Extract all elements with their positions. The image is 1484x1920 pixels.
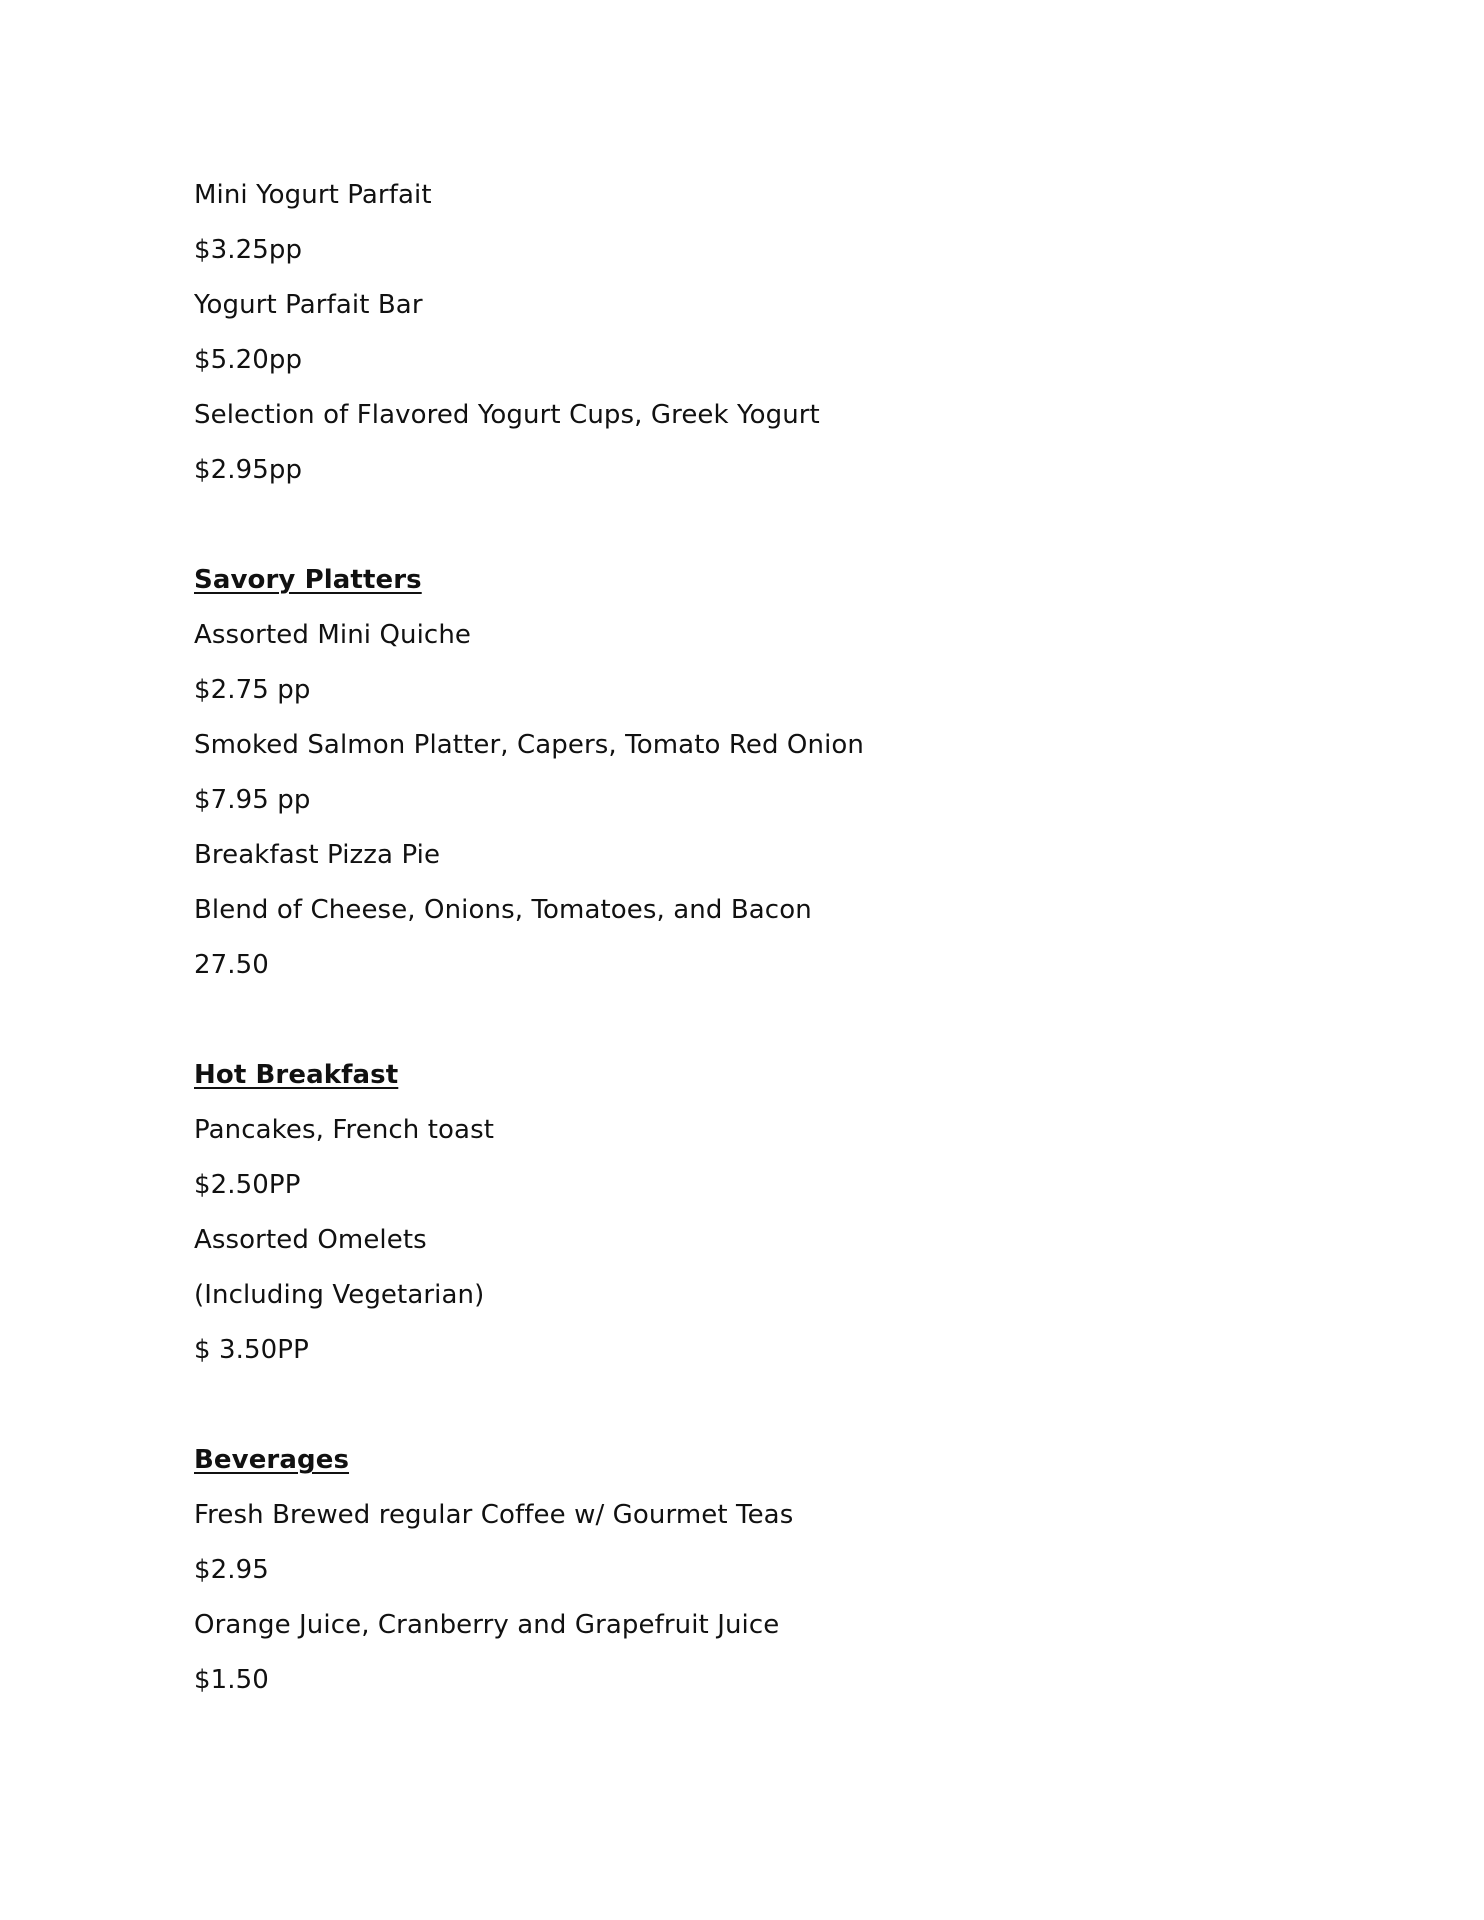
menu-item-name: Smoked Salmon Platter, Capers, Tomato Red Onion <box>194 730 864 760</box>
menu-item-name: Yogurt Parfait Bar <box>194 290 423 320</box>
section-heading: Savory Platters <box>194 565 422 595</box>
section-savory-platters <box>194 553 1294 993</box>
section-heading: Hot Breakfast <box>194 1060 399 1090</box>
menu-item-price: $5.20pp <box>194 345 303 375</box>
menu-item-price: $7.95 pp <box>194 785 311 815</box>
menu-content <box>194 168 1294 1708</box>
section-spacer <box>194 498 1294 553</box>
menu-item-price: $ 3.50PP <box>194 1335 309 1365</box>
menu-item-name: Mini Yogurt Parfait <box>194 180 432 210</box>
section-beverages <box>194 1433 1294 1708</box>
menu-item-name: Selection of Flavored Yogurt Cups, Greek Yogurt <box>194 400 820 430</box>
menu-item-price: $1.50 <box>194 1665 269 1695</box>
menu-item-price: $2.75 pp <box>194 675 311 705</box>
menu-item-price: $2.95 <box>194 1555 269 1585</box>
menu-item-name: Orange Juice, Cranberry and Grapefruit Juice <box>194 1610 780 1640</box>
section-spacer <box>194 1378 1294 1433</box>
menu-item-price: $2.50PP <box>194 1170 301 1200</box>
section-spacer <box>194 993 1294 1048</box>
menu-item-name: Pancakes, French toast <box>194 1115 495 1145</box>
menu-item-name: Assorted Omelets <box>194 1225 427 1255</box>
menu-item-description: (Including Vegetarian) <box>194 1280 485 1310</box>
section-hot-breakfast <box>194 1048 1294 1378</box>
menu-item-name: Breakfast Pizza Pie <box>194 840 441 870</box>
menu-item-name: Assorted Mini Quiche <box>194 620 471 650</box>
menu-item-price: $3.25pp <box>194 235 303 265</box>
section-heading: Beverages <box>194 1445 350 1475</box>
menu-item-price: $2.95pp <box>194 455 303 485</box>
menu-item-description: Blend of Cheese, Onions, Tomatoes, and Bacon <box>194 895 812 925</box>
menu-item-price: 27.50 <box>194 950 269 980</box>
menu-item-name: Fresh Brewed regular Coffee w/ Gourmet Teas <box>194 1500 794 1530</box>
